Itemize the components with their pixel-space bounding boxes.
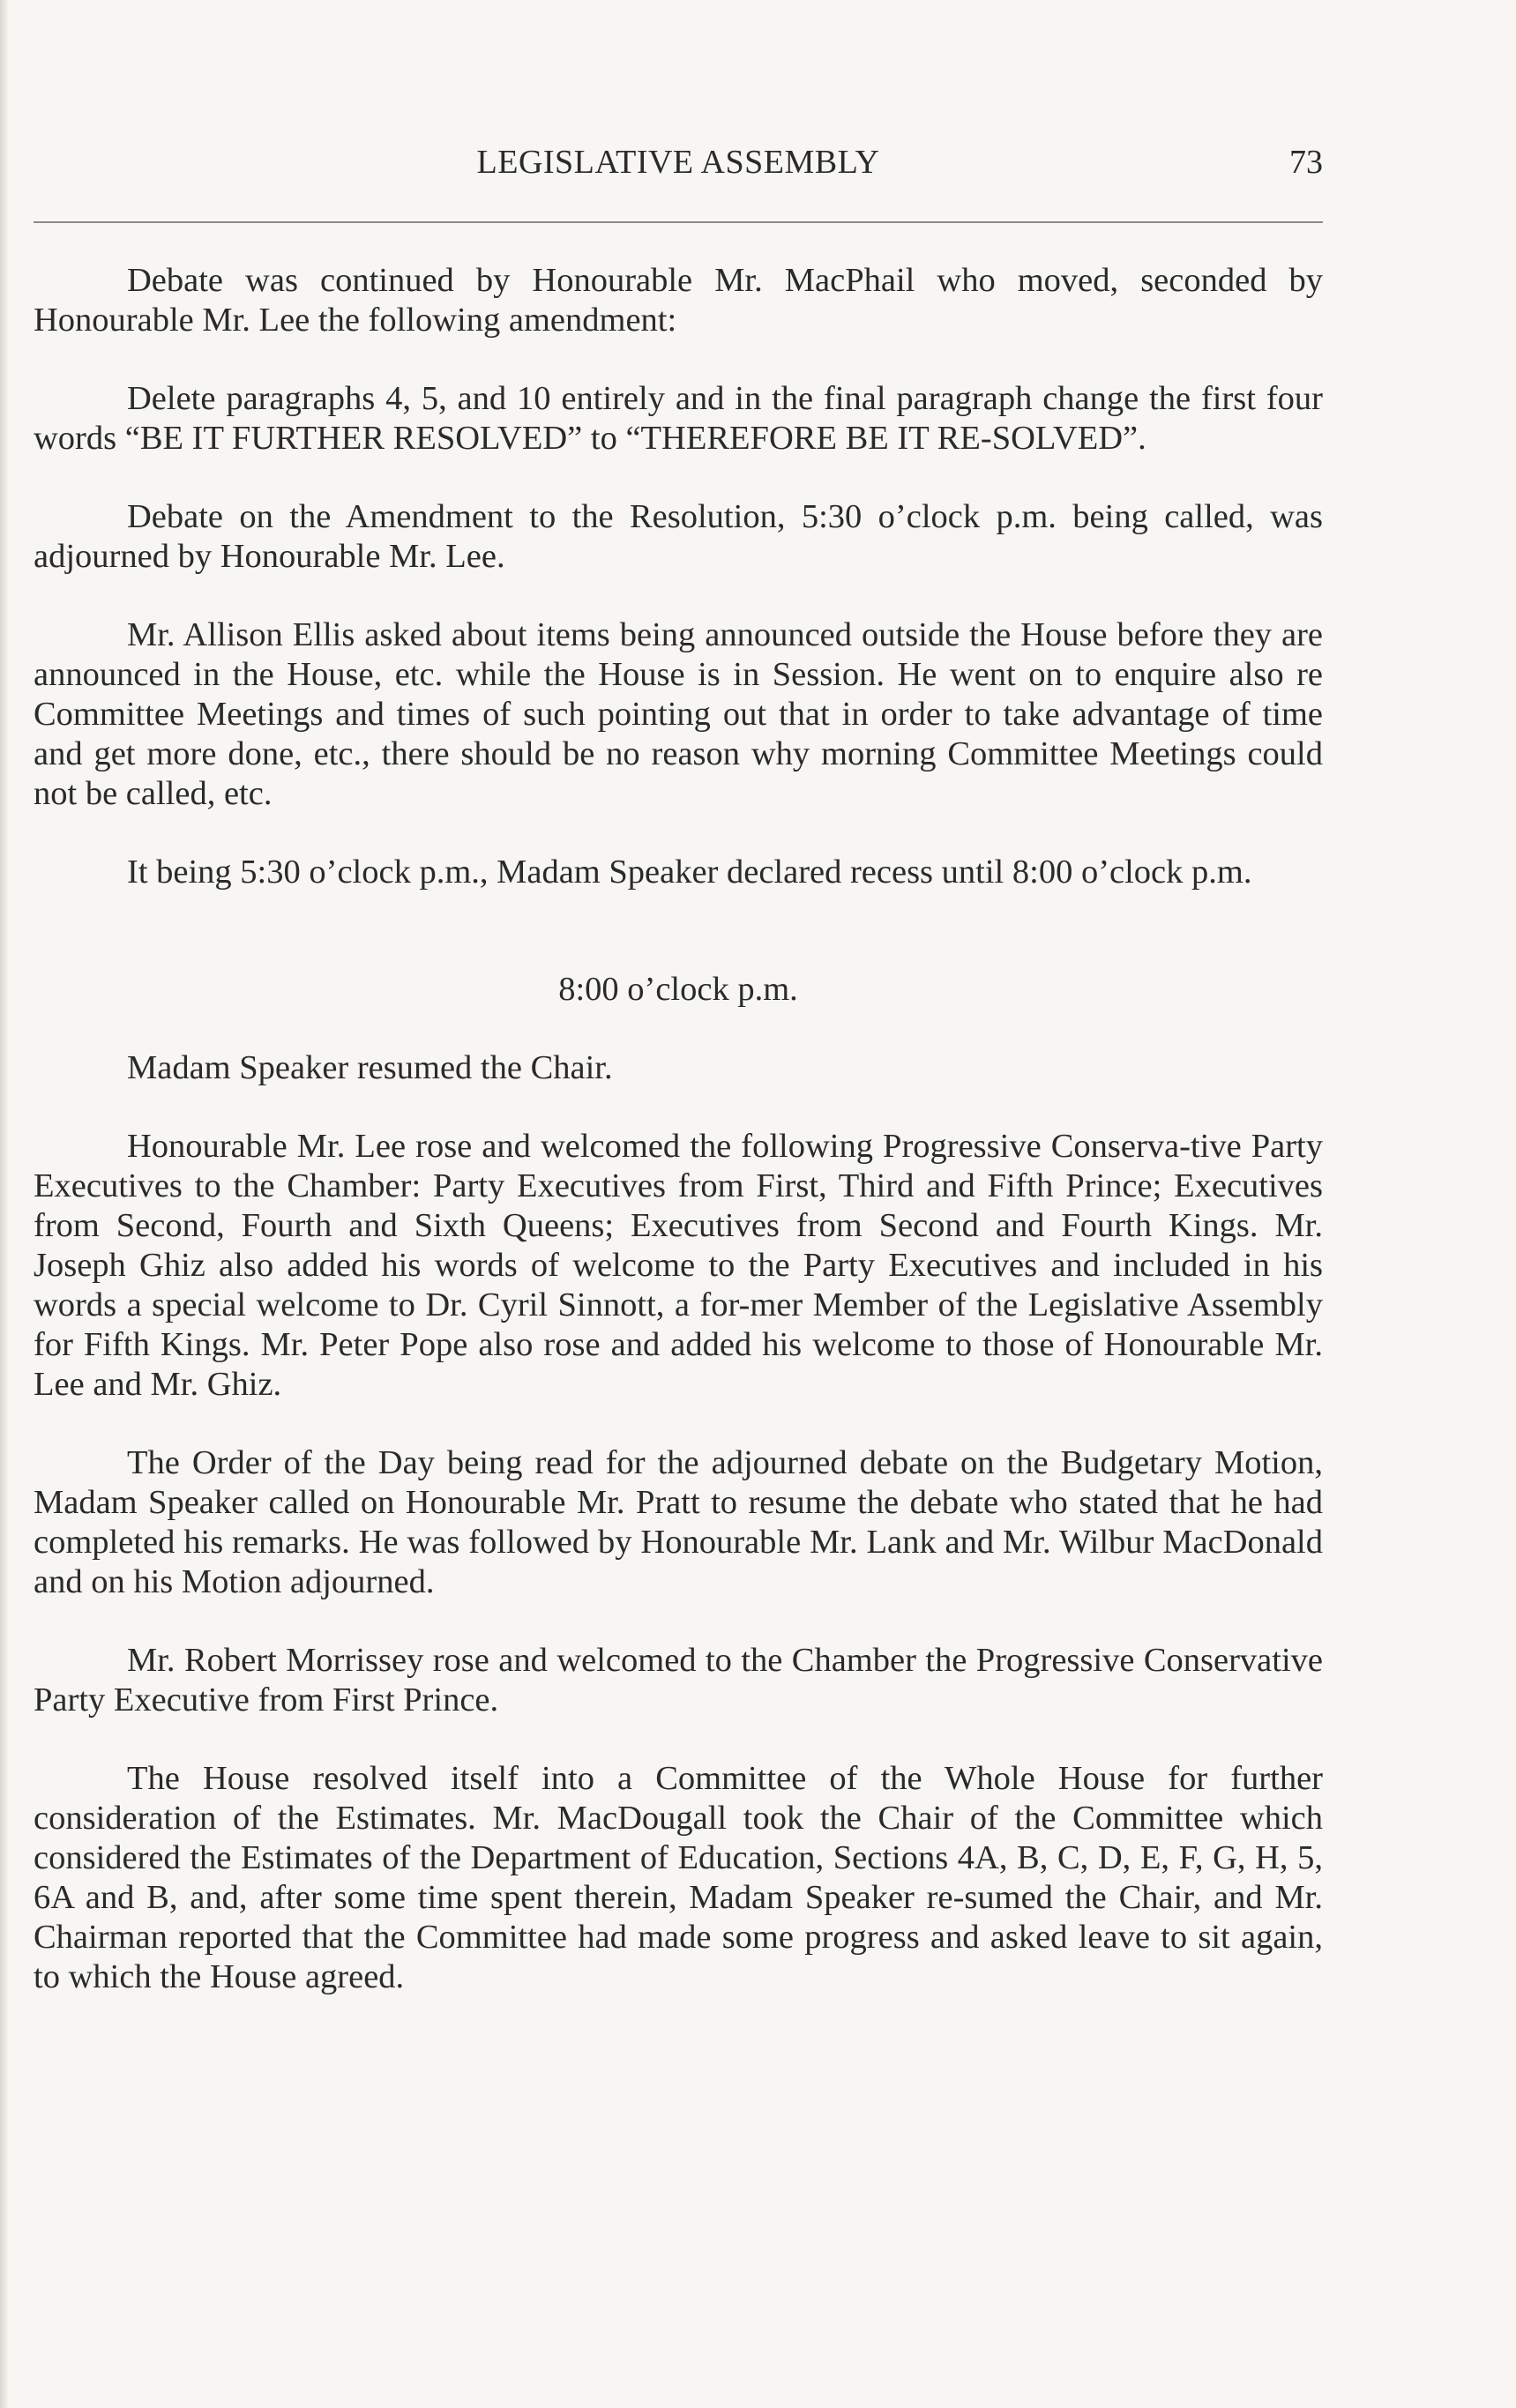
paragraph-speaker-resumed: Madam Speaker resumed the Chair. xyxy=(127,1049,613,1086)
paragraph-committee-whole: The House resolved itself into a Committee of the Whole House for further consideration of the Estimates. Mr. MacDougall took the Chair of the Committee which considered the Estimates of the Department of Education, Sections 4A, B, C, D, E, F, G, H, 5, 6A and B, and, after some time spent therein, Madam Speaker re-sumed the Chair, and Mr. Chairman reported that the Committee had made some progress and asked leave to sit again, to which the House agreed. xyxy=(34,1760,1323,1995)
paragraph-amendment-text: Delete paragraphs 4, 5, and 10 entirely and in the final paragraph change the first four words “BE IT FURTHER RESOLVED” to “THEREFORE BE IT RE-SOLVED”. xyxy=(34,380,1323,457)
paragraph-budgetary-motion: The Order of the Day being read for the adjourned debate on the Budgetary Motion, Madam Speaker called on Honourable Mr. Pratt to resume the debate who stated that he had completed his remarks. He was followed by Honourable Mr. Lank and Mr. Wilbur MacDonald and on his Motion adjourned. xyxy=(34,1444,1323,1600)
header-rule xyxy=(34,221,1323,223)
body-text xyxy=(34,261,1323,2036)
page-binding-shadow xyxy=(0,0,9,2408)
paragraph-debate-adjourned: Debate on the Amendment to the Resolution, 5:30 o’clock p.m. being called, was adjourned by Honourable Mr. Lee. xyxy=(34,498,1323,575)
paragraph-recess: It being 5:30 o’clock p.m., Madam Speaker declared recess until 8:00 o’clock p.m. xyxy=(127,854,1252,891)
section-time-heading: 8:00 o’clock p.m. xyxy=(558,971,798,1008)
paragraph-morrissey-welcome: Mr. Robert Morrissey rose and welcomed to the Chamber the Progressive Conservative Party Executive from First Prince. xyxy=(34,1642,1323,1718)
paragraph-welcome-executives: Honourable Mr. Lee rose and welcomed the following Progressive Conserva-tive Party Executives to the Chamber: Party Executives from First, Third and Fifth Prince; Executives from Second, Fourth and Sixth Queens; Executives from Second and Fourth Kings. Mr. Joseph Ghiz also added his words of welcome to the Party Executives and included in his words a special welcome to Dr. Cyril Sinnott, a for-mer Member of the Legislative Assembly for Fifth Kings. Mr. Peter Pope also rose and added his welcome to those of Honourable Mr. Lee and Mr. Ghiz. xyxy=(34,1128,1323,1403)
page-number: 73 xyxy=(1289,144,1323,181)
paragraph-ellis-inquiry: Mr. Allison Ellis asked about items being announced outside the House before they are announced in the House, etc. while the House is in Session. He went on to enquire also re Committee Meetings and times of such pointing out that in order to take advantage of time and get more done, etc., there should be no reason why morning Committee Meetings could not be called, etc. xyxy=(34,616,1323,812)
running-head: LEGISLATIVE ASSEMBLY xyxy=(476,144,880,181)
paragraph-amendment-motion: Debate was continued by Honourable Mr. MacPhail who moved, seconded by Honourable Mr. Lee the following amendment: xyxy=(34,262,1323,339)
page-header xyxy=(34,143,1323,190)
